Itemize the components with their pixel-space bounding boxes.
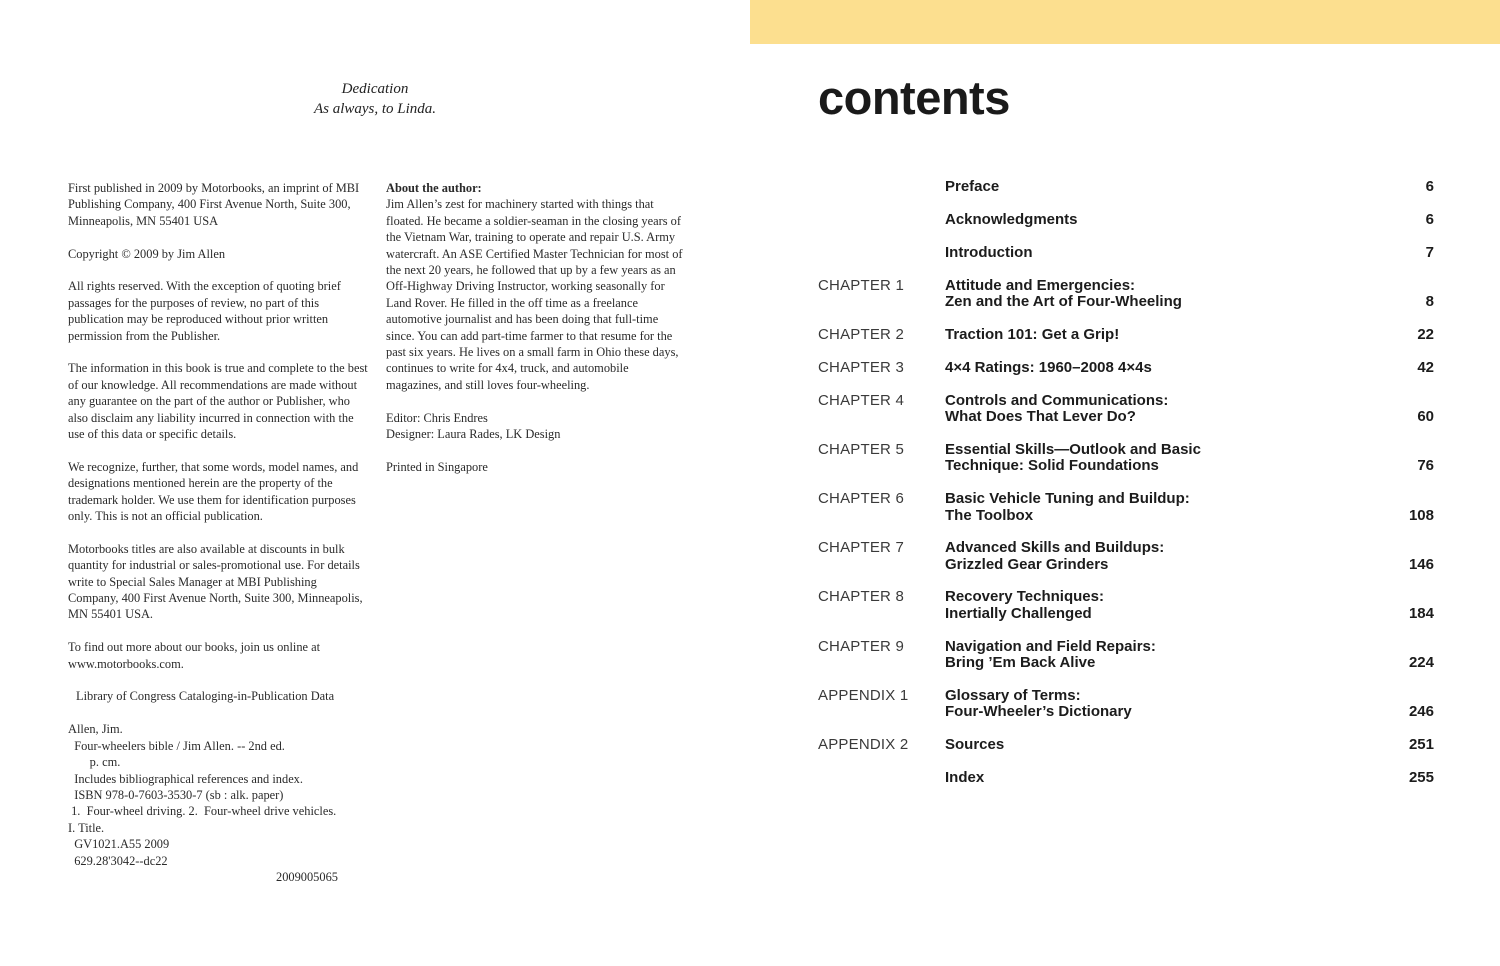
- toc-entry[interactable]: [818, 540, 1434, 573]
- toc-entry-title-line: Zen and the Art of Four-Wheeling: [945, 293, 1182, 311]
- toc-entry-page: 146: [1408, 555, 1434, 573]
- credits: [386, 410, 686, 443]
- toc-entry[interactable]: [818, 688, 1434, 721]
- toc-entry-title: [945, 737, 1345, 754]
- toc-entry-title: [945, 540, 1345, 573]
- accent-band: [750, 0, 1500, 44]
- imprint-paragraph: We recognize, further, that some words, model names, and designations mentioned herein are the property of the trademark holder. We use them for identification purposes only. This is not an official publication.: [68, 459, 359, 524]
- toc-entry-title: [945, 278, 1345, 311]
- toc-entry-title: [945, 327, 1345, 344]
- toc-entry-title-line: Index: [945, 768, 985, 786]
- toc-entry[interactable]: [818, 442, 1434, 475]
- toc-entry-page: 246: [1408, 703, 1434, 721]
- toc-entry-label: CHAPTER 8: [818, 588, 904, 606]
- cip-number: 2009005065: [276, 869, 338, 884]
- toc-entry[interactable]: [818, 737, 1434, 754]
- cip-block: [68, 721, 368, 869]
- toc-entry[interactable]: [818, 278, 1434, 311]
- toc-entry-label: CHAPTER 4: [818, 391, 904, 409]
- imprint-paragraph: Copyright © 2009 by Jim Allen: [68, 246, 226, 261]
- toc-entry[interactable]: [818, 639, 1434, 672]
- toc-entry-page: 108: [1408, 506, 1434, 524]
- toc-entry-page: 76: [1417, 457, 1434, 475]
- imprint-paragraph: First published in 2009 by Motorbooks, an imprint of MBI Publishing Company, 400 First Avenue North, Suite 300, Minneapolis, MN 55401 USA: [68, 181, 360, 228]
- toc-entry-title-line: Preface: [945, 178, 1000, 195]
- toc-entry-title-line: Bring ’Em Back Alive: [945, 654, 1096, 672]
- toc-entry[interactable]: [818, 327, 1434, 344]
- cip-line: Allen, Jim.: [68, 722, 123, 737]
- toc-entry[interactable]: [818, 491, 1434, 524]
- toc-entry-page: 251: [1408, 735, 1434, 753]
- toc-entry-title-line: 4×4 Ratings: 1960–2008 4×4s: [945, 358, 1152, 376]
- toc-entry-label: CHAPTER 7: [818, 539, 904, 557]
- toc-entry-title-line: Grizzled Gear Grinders: [945, 555, 1109, 573]
- toc-entry[interactable]: [818, 360, 1434, 377]
- toc-entry-title-line: Inertially Challenged: [945, 604, 1092, 622]
- toc-entry-label: CHAPTER 5: [818, 440, 904, 458]
- cip-line: Four-wheelers bible / Jim Allen. -- 2nd ed.: [68, 738, 285, 753]
- toc-entry-page: 224: [1408, 654, 1434, 672]
- toc-entry-title-line: Technique: Solid Foundations: [945, 457, 1159, 475]
- toc-entry-title-line: Advanced Skills and Buildups:: [945, 539, 1165, 557]
- toc-entry-label: APPENDIX 2: [818, 735, 909, 753]
- toc-entry-title-line: Traction 101: Get a Grip!: [945, 325, 1120, 343]
- toc-entry-title: [945, 589, 1345, 622]
- contents-title: contents: [818, 71, 1010, 124]
- toc-entry-page: 22: [1417, 325, 1434, 343]
- toc-entry-title: [945, 770, 1345, 787]
- toc-entry-title-line: Essential Skills—Outlook and Basic: [945, 440, 1201, 458]
- imprint-paragraph: To find out more about our books, join us online at www.motorbooks.com.: [68, 640, 321, 671]
- imprint-paragraph: All rights reserved. With the exception of quoting brief passages for the purposes of review, no part of this publication may be reproduced without prior written permission from the Publisher.: [68, 279, 341, 343]
- dedication: [200, 79, 550, 119]
- cip-line: 1. Four-wheel driving. 2. Four-wheel drive vehicles.: [68, 804, 337, 819]
- toc-entry-title-line: Four-Wheeler’s Dictionary: [945, 703, 1132, 721]
- toc-entry-title-line: Acknowledgments: [945, 210, 1078, 228]
- designer-credit: Designer: Laura Rades, LK Design: [386, 427, 561, 442]
- toc-entry-label: CHAPTER 2: [818, 325, 904, 343]
- toc-entry-title: [945, 639, 1345, 672]
- imprint-paragraph: Motorbooks titles are also available at discounts in bulk quantity for industrial or sales-promotional use. For details write to Special Sales Manager at MBI Publishing Company, 400 First Avenue North, Suite 300, Minneapolis, MN 55401 USA.: [68, 541, 363, 622]
- toc-entry-title: [945, 491, 1345, 524]
- imprint-column: [68, 180, 368, 902]
- toc-entry-label: CHAPTER 9: [818, 637, 904, 655]
- toc-entry-label: CHAPTER 1: [818, 276, 904, 294]
- dedication-text: As always, to Linda.: [313, 101, 437, 117]
- toc-entry-label: CHAPTER 3: [818, 358, 904, 376]
- toc-entry-title-line: Sources: [945, 735, 1005, 753]
- toc-entry[interactable]: [818, 245, 1434, 262]
- toc-entry-page: 6: [1425, 210, 1434, 228]
- imprint-paragraphs: [68, 180, 368, 672]
- cip-line: p. cm.: [68, 755, 121, 770]
- imprint-paragraph: The information in this book is true and complete to the best of our knowledge. All recommendations are made without any guarantee on the part of the author or Publisher, who also disclaim any liability incurred in connection with the use of this data or specific details.: [68, 361, 368, 442]
- toc-entry-page: 8: [1425, 293, 1434, 311]
- toc-entry-title: [945, 245, 1345, 262]
- toc-entry-label: APPENDIX 1: [818, 686, 909, 704]
- toc-entry-page: 6: [1425, 178, 1434, 195]
- cip-line: GV1021.A55 2009: [68, 837, 170, 852]
- about-paragraph: [386, 180, 686, 393]
- dedication-heading: Dedication: [341, 81, 409, 97]
- cip-line: I. Title.: [68, 820, 105, 835]
- toc-entry-title: [945, 212, 1345, 229]
- toc-entry-title: [945, 393, 1345, 426]
- toc-entry-title: [945, 179, 1345, 196]
- toc-entry-title: [945, 442, 1345, 475]
- editor-credit: Editor: Chris Endres: [386, 410, 488, 425]
- toc-entry-title-line: What Does That Lever Do?: [945, 408, 1136, 426]
- table-of-contents: [818, 179, 1434, 803]
- about-column: [386, 180, 686, 492]
- toc-entry[interactable]: [818, 179, 1434, 196]
- about-heading: About the author:: [386, 181, 482, 195]
- cip-title: Library of Congress Cataloging-in-Publication Data: [76, 689, 335, 704]
- toc-entry-title-line: Controls and Communications:: [945, 391, 1169, 409]
- toc-entry[interactable]: [818, 212, 1434, 229]
- printed-in: Printed in Singapore: [386, 459, 488, 474]
- cip-line: ISBN 978-0-7603-3530-7 (sb : alk. paper): [68, 787, 284, 802]
- toc-entry-title: [945, 360, 1345, 377]
- toc-entry-title-line: Recovery Techniques:: [945, 588, 1104, 606]
- toc-entry-title: [945, 688, 1345, 721]
- toc-entry-title-line: Attitude and Emergencies:: [945, 276, 1136, 294]
- toc-entry-page: 60: [1417, 408, 1434, 426]
- toc-entry[interactable]: [818, 770, 1434, 787]
- toc-entry-page: 7: [1425, 243, 1434, 261]
- toc-entry-title-line: Basic Vehicle Tuning and Buildup:: [945, 490, 1190, 508]
- toc-entry[interactable]: [818, 589, 1434, 622]
- toc-entry-page: 255: [1408, 768, 1434, 786]
- cip-line: Includes bibliographical references and index.: [68, 771, 303, 786]
- toc-entry-label: CHAPTER 6: [818, 490, 904, 508]
- toc-entry[interactable]: [818, 393, 1434, 426]
- cip-line: 629.28'3042--dc22: [68, 853, 168, 868]
- toc-entry-title-line: Introduction: [945, 243, 1033, 261]
- toc-entry-title-line: The Toolbox: [945, 506, 1034, 524]
- toc-entry-title-line: Glossary of Terms:: [945, 686, 1081, 704]
- toc-entry-page: 184: [1408, 604, 1434, 622]
- toc-entry-page: 42: [1417, 358, 1434, 376]
- about-body: Jim Allen’s zest for machinery started with things that floated. He became a soldier-seaman in the closing years of the Vietnam War, training to operate and repair U.S. Army watercraft. An ASE Certified Master Technician for most of the next 20 years, he followed that up by a few years as an Off-Highway Driving Instructor, working seasonally for Land Rover. He filled in the off time as a freelance automotive journalist and has been doing that full-time since. You can add part-time farmer to that resume for the past six years. He lives on a small farm in Ohio these days, continues to write for 4x4, truck, and automobile magazines, and still loves four-wheeling.: [386, 197, 683, 392]
- toc-entry-title-line: Navigation and Field Repairs:: [945, 637, 1156, 655]
